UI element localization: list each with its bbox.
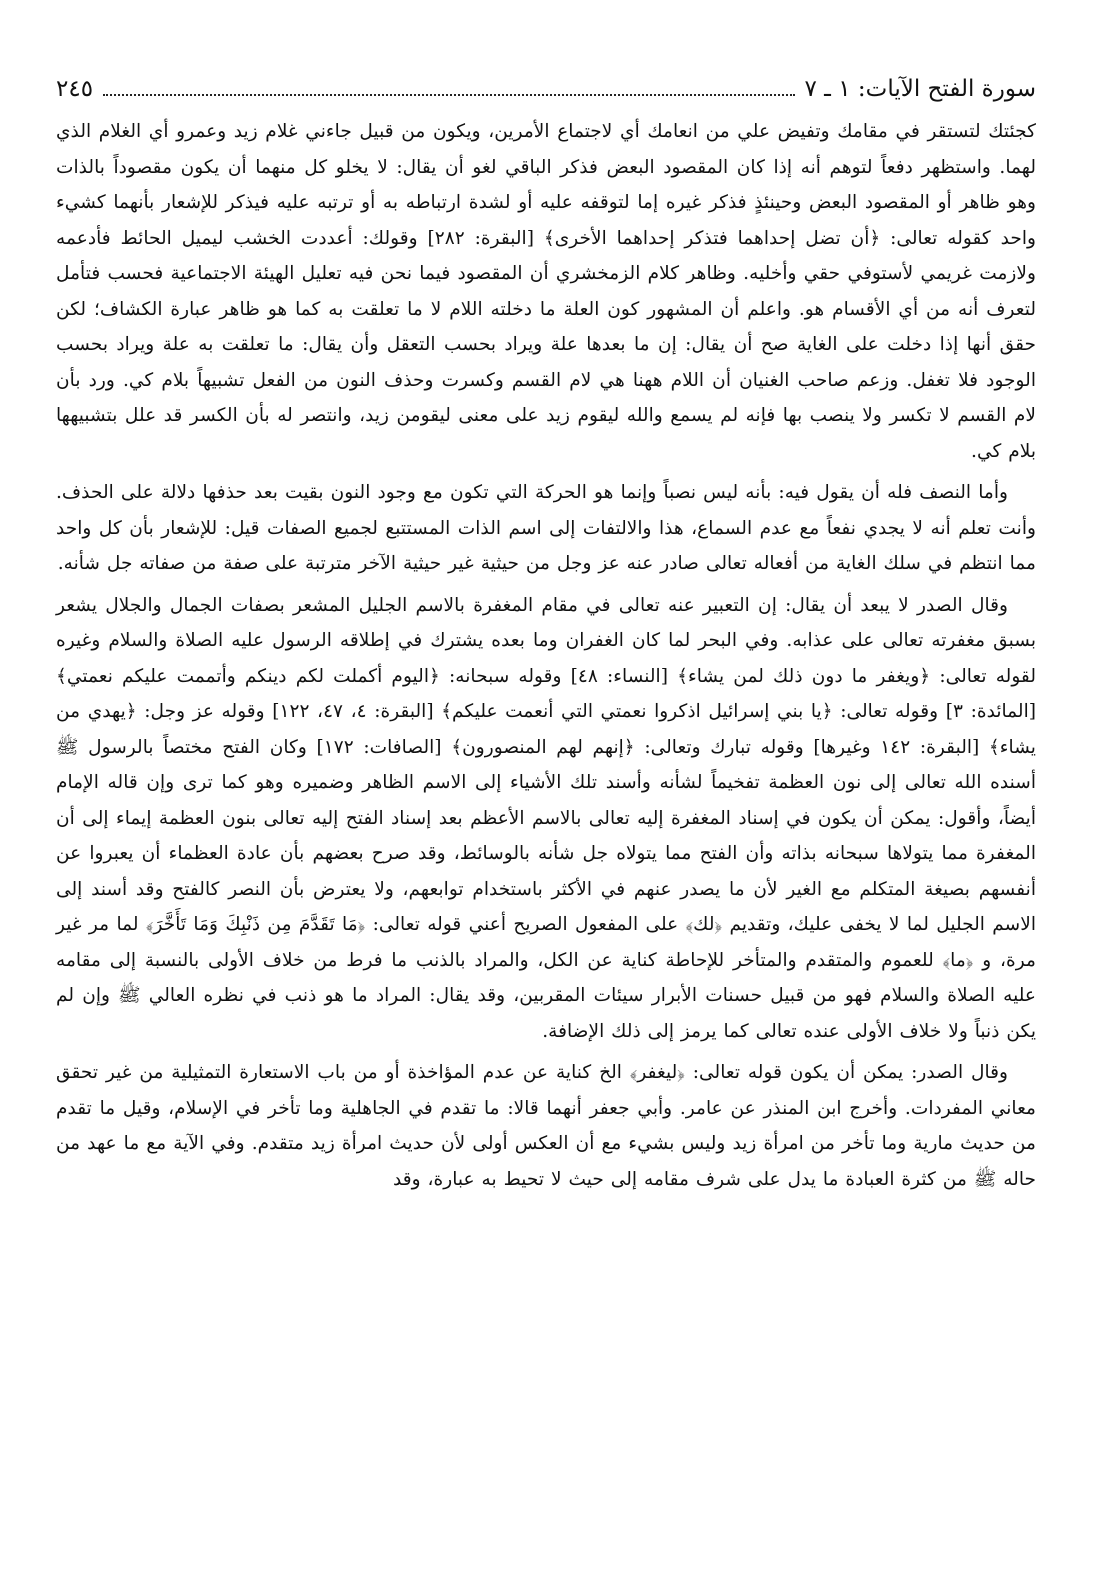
paragraph-1: كجئتك لتستقر في مقامك وتفيض علي من انعامك أي لاجتماع الأمرين، ويكون من قبيل جاءني غلام زيد وعمرو أي الغلام الذي لهما. واستظهر دفعاً لتوهم أنه إذا كان المقصود البعض فذكر الباقي لغو أن يقال: لا يخلو كل منهما أن يكون مقصوداً بالذات وهو ظاهر أو المقصود البعض وحينئذٍ فذكر غيره إما لتوقفه عليه أو لشدة ارتباطه به أو ترتبه عليه فيذكر للإشعار بأنهما كشيء واحد كقوله تعالى: ﴿أن تضل إحداهما فتذكر إحداهما الأخرى﴾ [البقرة: ٢٨٢] وقولك: أعددت الخشب ليميل الحائط فأدعمه ولازمت غريمي لأستوفي حقي وأخليه. وظاهر كلام الزمخشري أن المقصود فيما نحن فيه تعليل الهيئة الاجتماعية فحسب فتأمل لتعرف أنه من أي الأقسام هو. واعلم أن المشهور كون العلة ما دخلته اللام لا ما تعلقت به كما هو ظاهر عبارة الكشاف؛ لكن حقق أنها إذا دخلت على الغاية صح أن يقال: إن ما بعدها علة ويراد بحسب التعقل وأن يقال: ما تعلقت به علة ويراد بحسب الوجود فلا تغفل. وزعم صاحب الغنيان أن اللام ههنا هي لام القسم وكسرت وحذف النون من الفعل تشبيهاً بلام كي. ورد بأن لام القسم لا تكسر ولا ينصب بها فإنه لم يسمع والله ليقوم زيد على معنى ليقومن زيد، وانتصر له بأن الكسر قد علل بتشبيهها بلام كي. (56, 121, 1037, 462)
dotted-leader (103, 94, 794, 96)
page (56, 72, 1036, 1203)
chapter-title: سورة الفتح الآيات: ١ ـ ٧ (804, 76, 1036, 102)
paragraph-3: وقال الصدر لا يبعد أن يقال: إن التعبير عنه تعالى في مقام المغفرة بالاسم الجليل المشعر بصفات الجمال والجلال يشعر بسبق مغفرته تعالى على عذابه. وفي البحر لما كان الغفران وما بعده يشترك في إطلاقه الرسول عليه الصلاة والسلام وغيره لقوله تعالى: ﴿ويغفر ما دون ذلك لمن يشاء﴾ [النساء: ٤٨] وقوله سبحانه: ﴿اليوم أكملت لكم دينكم وأتممت عليكم نعمتي﴾ [المائدة: ٣] وقوله تعالى: ﴿يا بني إسرائيل اذكروا نعمتي التي أنعمت عليكم﴾ [البقرة: ٤، ٤٧، ١٢٢] وقوله عز وجل: ﴿يهدي من يشاء﴾ [البقرة: ١٤٢ وغيرها] وقوله تبارك وتعالى: ﴿إنهم لهم المنصورون﴾ [الصافات: ١٧٢] وكان الفتح مختصاً بالرسول ﷺ أسنده الله تعالى إلى نون العظمة تفخيماً لشأنه وأسند تلك الأشياء إلى الاسم الظاهر وضميره وهو كما ترى وإن قاله الإمام أيضاً، وأقول: يمكن أن يكون في إسناد المغفرة إليه تعالى بالاسم الأعظم بعد إسناد الفتح إليه تعالى بنون العظمة إيماء إلى أن المغفرة مما يتولاها سبحانه بذاته وأن الفتح مما يتولاه جل شأنه بالوسائط، وقد صرح بعضهم بأن عادة العظماء أن يعبروا عن أنفسهم بصيغة المتكلم مع الغير لأن ما يصدر عنهم في الأكثر باستخدام توابعهم، ولا يعترض بأن النصر كالفتح وقد أسند إلى الاسم الجليل لما لا يخفى عليك، وتقديم ﴿لك﴾ على المفعول الصريح أعني قوله تعالى: ﴿مَا تَقَدَّمَ مِن ذَنْبِكَ وَمَا تَأَخَّرَ﴾ لما مر غير مرة، و ﴿ما﴾ للعموم والمتقدم والمتأخر للإحاطة كناية عن الكل، والمراد بالذنب ما فرط من خلاف الأولى بالنسبة إلى مقامه عليه الصلاة والسلام فهو من قبيل حسنات الأبرار سيئات المقربين، وقد يقال: المراد ما هو ذنب في نظره العالي ﷺ وإن لم يكن ذنباً ولا خلاف الأولى عنده تعالى كما يرمز إلى ذلك الإضافة. (56, 594, 1037, 1042)
page-number: ٢٤٥ (56, 76, 94, 102)
running-header (56, 72, 1036, 110)
paragraph-4: وقال الصدر: يمكن أن يكون قوله تعالى: ﴿ليغفر﴾ الخ كناية عن عدم المؤاخذة أو من باب الاستعارة التمثيلية من غير تحقق معاني المفردات. وأخرج ابن المنذر عن عامر. وأبي جعفر أنهما قالا: ما تقدم في الجاهلية وما تأخر في الإسلام، وقيل ما تقدم من حديث مارية وما تأخر من امرأة زيد وليس بشيء مع أن العكس أولى لأن حديث امرأة زيد متقدم. وفي الآية مع ما عهد من حاله ﷺ من كثرة العبادة ما يدل على شرف مقامه إلى حيث لا تحيط به عبارة، وقد (56, 1062, 1036, 1190)
paragraph-2: وأما النصف فله أن يقول فيه: بأنه ليس نصباً وإنما هو الحركة التي تكون مع وجود النون بقيت بعد حذفها دلالة على الحذف. وأنت تعلم أنه لا يجدي نفعاً مع عدم السماع، هذا والالتفات إلى اسم الذات المستتبع لجميع الصفات قيل: للإشعار بأن كل واحد مما انتظم في سلك الغاية من أفعاله تعالى صادر عنه عز وجل من حيثية غير حيثية الآخر مترتبة على صفة من صفاته جل شأنه. (56, 482, 1036, 574)
